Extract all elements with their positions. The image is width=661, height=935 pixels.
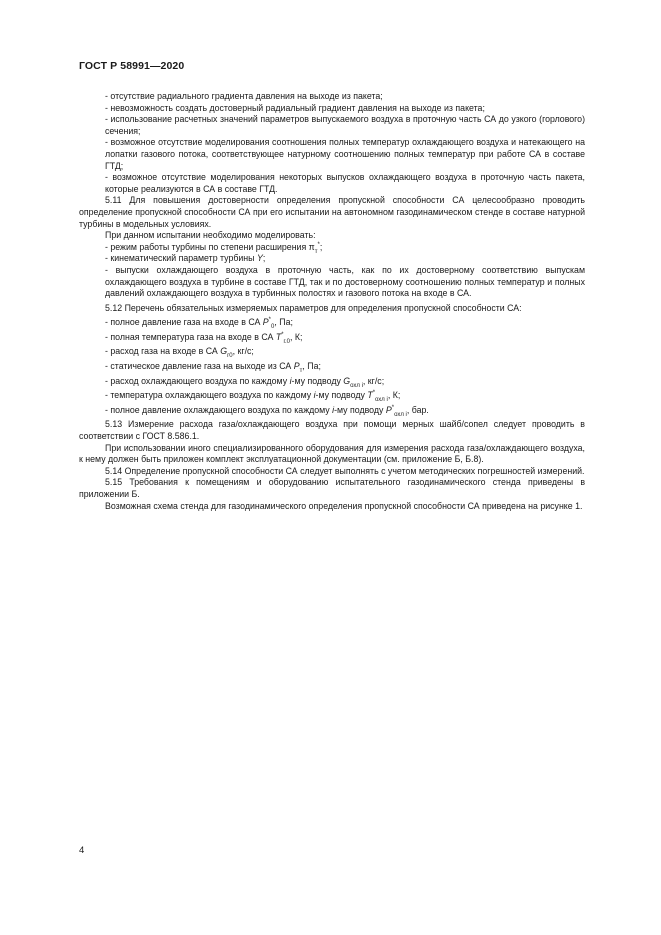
paragraph-5-15-cont: Возможная схема стенда для газодинамического определения пропускной способности СА приведена на рисунке 1.	[105, 500, 583, 511]
list-item: - невозможность создать достоверный радиальный градиент давления на выходе из пакета;	[105, 102, 485, 113]
paragraph-5-12: 5.12 Перечень обязательных измеряемых параметров для определения пропускной способности СА:	[105, 302, 522, 313]
paragraph-5-13-cont: При использовании иного специализированного оборудования для измерения расхода газа/охлаждающего воздуха, к нему должен быть приложен комплект эксплуатационной документации (см. приложение Б, Б.8).	[79, 442, 585, 465]
list-item: - расход газа на входе в СА $G_{г0}$, кг/с;	[105, 346, 254, 360]
page-number: 4	[79, 845, 85, 856]
list-item: - полная температура газа на входе в СА $T^*_{г.0}$, К;	[105, 331, 303, 345]
list-item: - режим работы турбины по степени расширения $\pi_т^*$;	[105, 241, 323, 255]
list-item: - температура охлаждающего воздуха по каждому i-му подводу $T^*_{охл i}$, К;	[105, 390, 401, 403]
list-item: - выпуски охлаждающего воздуха в проточную часть, как по их достоверному соответствию выпускам охлаждающего воздуха в турбине в составе ГТД, так и по достоверному соотношению полных температур и полных давлений охлаждающего воздуха в турбинных полостях и газового потока на входе в СА.	[105, 264, 585, 299]
list-item: - статическое давление газа на выходе из СА $P_т$, Па;	[105, 361, 321, 374]
document-body	[79, 91, 585, 512]
list-item: - кинематический параметр турбины Y;	[105, 253, 266, 264]
list-item: - возможное отсутствие моделирования некоторых выпусков охлаждающего воздуха в проточную часть пакета, которые реализуются в СА в составе ГТД.	[105, 172, 585, 194]
paragraph-5-15: 5.15 Требования к помещениям и оборудованию испытательного газодинамического стенда приведены в приложении Б.	[79, 477, 585, 499]
paragraph-5-14: 5.14 Определение пропускной способности СА следует выполнять с учетом методических погрешностей измерений.	[105, 465, 585, 476]
list-item: - полное давление охлаждающего воздуха по каждому i-му подводу $P^*_{охл i}$, бар.	[105, 404, 429, 418]
paragraph-5-11: 5.11 Для повышения достоверности определения пропускной способности СА целесообразно проводить определение пропускной способности СА при его испытании на автономном газодинамическом стенде в составе натурной турбины в модельных условиях.	[79, 195, 585, 229]
paragraph-5-11-intro: При данном испытании необходимо моделировать:	[105, 230, 316, 241]
list-item: - возможное отсутствие моделирования соотношения полных температур охлаждающего воздуха и натекающего на лопатки газового потока, соответствующее натурному соотношению полных температур при работе СА в составе ГТД;	[105, 137, 585, 171]
list-item: - полное давление газа на входе в СА $P^*_0$, Па;	[105, 317, 293, 331]
list-item: - отсутствие радиального градиента давления на выходе из пакета;	[105, 91, 383, 101]
list-item: - использование расчетных значений параметров выпускаемого воздуха в проточную часть СА до узкого (горлового) сечения;	[105, 114, 585, 136]
list-item: - расход охлаждающего воздуха по каждому i-му подводу $G_{охл i}$, кг/с;	[105, 375, 385, 389]
document-header: ГОСТ Р 58991—2020	[79, 60, 185, 72]
paragraph-5-13: 5.13 Измерение расхода газа/охлаждающего воздуха при помощи мерных шайб/сопел следует проводить в соответствии с ГОСТ 8.586.1.	[79, 419, 585, 442]
